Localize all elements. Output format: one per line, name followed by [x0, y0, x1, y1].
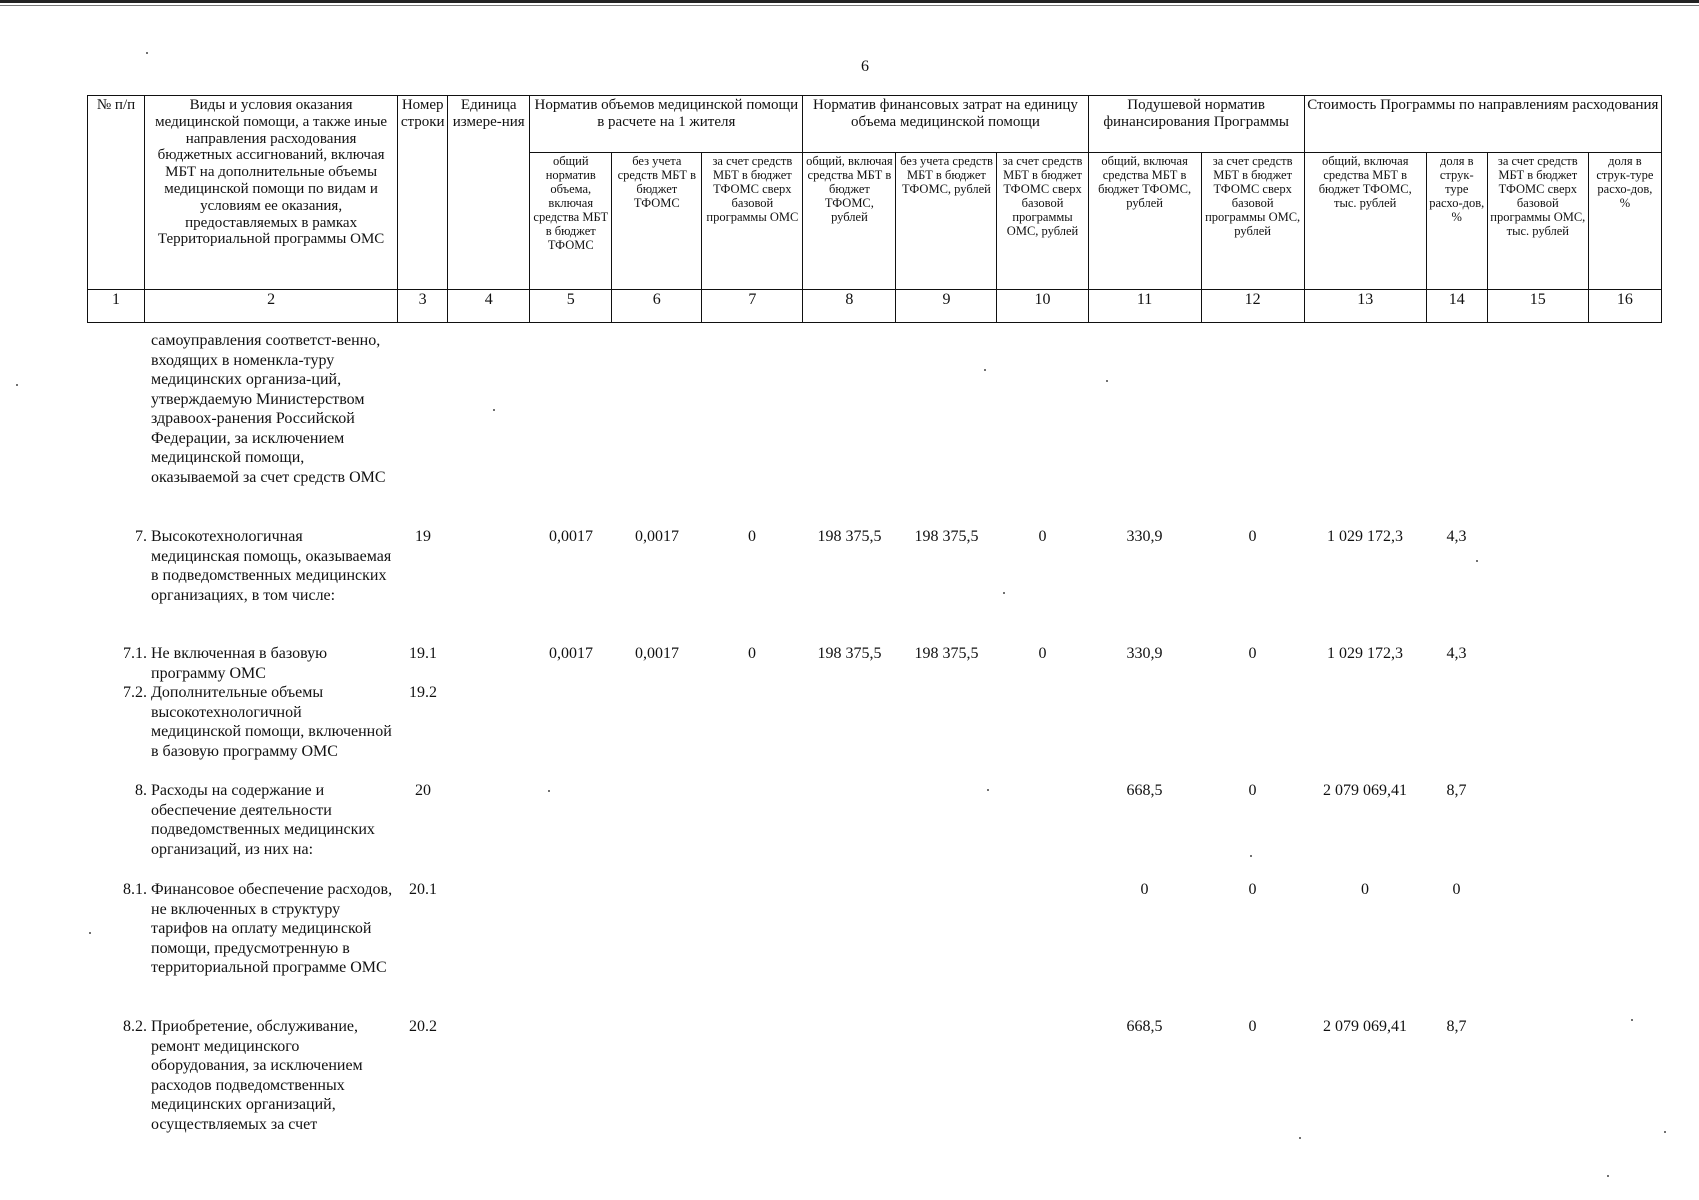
scan-speck: [1003, 592, 1005, 594]
header-c10: за счет средств МБТ в бюджет ТФОМС сверх базовой программы ОМС, рублей: [997, 153, 1088, 290]
cell-c13: 2 079 069,41: [1323, 782, 1407, 799]
cell-c10: 0: [1038, 528, 1047, 545]
column-number: 16: [1588, 290, 1661, 323]
header-num: № п/п: [88, 96, 145, 290]
cell-c13: 1 029 172,3: [1327, 645, 1403, 662]
header-c14: доля в струк-туре расхо-дов, %: [1426, 153, 1487, 290]
cell-c14: 0: [1452, 881, 1461, 898]
header-c16: доля в струк-туре расхо-дов, %: [1588, 153, 1661, 290]
column-number: 4: [448, 290, 530, 323]
header-group-per-capita: Подушевой норматив финансирования Программы: [1088, 96, 1304, 153]
column-number: 7: [702, 290, 803, 323]
row-number: 7.1.: [123, 645, 147, 662]
cell-c7: 0: [748, 645, 756, 662]
cell-c14: 4,3: [1446, 645, 1467, 662]
scan-speck: [987, 789, 989, 791]
scan-speck: [146, 52, 148, 54]
row-description: самоуправления соответст-венно, входящих в номенкла-туру медицинских организа-ций, утверждаемую Министерством здравоох-ранения Российской Федерации, за исключением медицинской помощи, оказываемой за счет средств ОМС: [151, 332, 386, 486]
header-group-cost: Норматив финансовых затрат на единицу объема медицинской помощи: [803, 96, 1088, 153]
scan-speck: [984, 369, 986, 371]
row-line-number: 19.1: [409, 645, 437, 662]
header-c12: за счет средств МБТ в бюджет ТФОМС сверх базовой программы ОМС, рублей: [1201, 153, 1304, 290]
scan-speck: [548, 790, 550, 792]
cell-c13: 2 079 069,41: [1323, 1018, 1407, 1035]
column-number: 11: [1088, 290, 1201, 323]
cell-c11: 668,5: [1126, 782, 1163, 799]
scan-speck: [1476, 560, 1478, 562]
column-number: 3: [398, 290, 448, 323]
scan-speck: [1664, 1131, 1666, 1133]
header-group-program-cost: Стоимость Программы по направлениям расходования: [1304, 96, 1661, 153]
header-c6: без учета средств МБТ в бюджет ТФОМС: [612, 153, 702, 290]
scan-speck: [1607, 1175, 1609, 1177]
scan-speck: [493, 409, 495, 411]
scan-speck: [1631, 1019, 1633, 1021]
scan-speck: [89, 932, 91, 934]
row-description: Дополнительные объемы высокотехнологичной медицинской помощи, включенной в базовую программу ОМС: [151, 684, 392, 760]
column-number: 6: [612, 290, 702, 323]
cell-c12: 0: [1248, 782, 1257, 799]
cell-c14: 8,7: [1446, 1018, 1467, 1035]
cell-c12: 0: [1248, 645, 1257, 662]
header-c11: общий, включая средства МБТ в бюджет ТФОМС, рублей: [1088, 153, 1201, 290]
row-line-number: 19: [415, 528, 431, 545]
column-number: 12: [1201, 290, 1304, 323]
scan-speck: [16, 384, 18, 386]
cell-c6: 0,0017: [635, 528, 679, 545]
row-line-number: 20: [415, 782, 431, 799]
header-c9: без учета средств МБТ в бюджет ТФОМС, рублей: [896, 153, 997, 290]
cell-c5: 0,0017: [549, 645, 593, 662]
header-group-volume: Норматив объемов медицинской помощи в расчете на 1 жителя: [530, 96, 803, 153]
header-c15: за счет средств МБТ в бюджет ТФОМС сверх базовой программы ОМС, тыс. рублей: [1487, 153, 1588, 290]
row-number: 8.1.: [123, 881, 147, 898]
row-description: Приобретение, обслуживание, ремонт медицинского оборудования, за исключением расходов подведомственных медицинских организаций, осуществляемых за счет: [151, 1018, 363, 1133]
cell-c12: 0: [1248, 528, 1257, 545]
cell-c5: 0,0017: [549, 528, 593, 545]
cell-c14: 4,3: [1446, 528, 1467, 545]
scan-border: [0, 0, 1699, 3]
cell-c8: 198 375,5: [817, 645, 882, 662]
header-unit: Единица измере-ния: [448, 96, 530, 290]
row-description: Высокотехнологичная медицинская помощь, оказываемая в подведомственных медицинских организациях, в том числе:: [151, 528, 392, 604]
column-number-row: [88, 290, 1662, 323]
row-description: Не включенная в базовую программу ОМС: [151, 645, 328, 682]
cell-c11: 330,9: [1126, 645, 1163, 662]
row-number: 8.: [135, 782, 147, 799]
scan-speck: [1250, 855, 1252, 857]
row-number: 7.: [135, 528, 147, 545]
cell-c11: 330,9: [1126, 528, 1163, 545]
cell-c12: 0: [1248, 881, 1257, 898]
cell-c6: 0,0017: [635, 645, 679, 662]
scan-speck: [1106, 380, 1108, 382]
row-description: Финансовое обеспечение расходов, не включенных в структуру тарифов на оплату медицинской помощи, предусмотренную в территориальной программе ОМС: [151, 881, 393, 976]
cell-c8: 198 375,5: [817, 528, 882, 545]
scan-speck: [1299, 1137, 1301, 1139]
header-kinds: Виды и условия оказания медицинской помощи, а также иные направления расходования бюджетных ассигнований, включая МБТ на дополнительные объемы медицинской помощи по видам и условиям ее оказания, предоставляемых в рамках Территориальной программы ОМС: [145, 96, 398, 290]
header-line-number: Номер строки: [398, 96, 448, 290]
row-description: Расходы на содержание и обеспечение деятельности подведомственных медицинских организаций, из них на:: [151, 782, 375, 858]
cell-c13: 1 029 172,3: [1327, 528, 1403, 545]
cell-c9: 198 375,5: [914, 528, 979, 545]
cell-c7: 0: [748, 528, 756, 545]
row-line-number: 20.2: [409, 1018, 437, 1035]
cell-c12: 0: [1248, 1018, 1257, 1035]
column-number: 13: [1304, 290, 1426, 323]
column-number: 8: [803, 290, 896, 323]
row-number: 7.2.: [123, 684, 147, 701]
column-number: 15: [1487, 290, 1588, 323]
row-line-number: 19.2: [409, 684, 437, 701]
header-c8: общий, включая средства МБТ в бюджет ТФОМС, рублей: [803, 153, 896, 290]
cell-c13: 0: [1361, 881, 1369, 898]
table-header: [87, 95, 1662, 323]
cell-c9: 198 375,5: [914, 645, 979, 662]
scan-border-line: [0, 5, 1699, 6]
header-c13: общий, включая средства МБТ в бюджет ТФОМС, тыс. рублей: [1304, 153, 1426, 290]
column-number: 2: [145, 290, 398, 323]
header-c7: за счет средств МБТ в бюджет ТФОМС сверх базовой программы ОМС: [702, 153, 803, 290]
column-number: 14: [1426, 290, 1487, 323]
column-number: 5: [530, 290, 612, 323]
cell-c11: 668,5: [1126, 1018, 1163, 1035]
cell-c11: 0: [1140, 881, 1149, 898]
row-line-number: 20.1: [409, 881, 437, 898]
cell-c10: 0: [1038, 645, 1047, 662]
column-number: 10: [997, 290, 1088, 323]
row-number: 8.2.: [123, 1018, 147, 1035]
cell-c14: 8,7: [1446, 782, 1467, 799]
header-c5: общий норматив объема, включая средства МБТ в бюджет ТФОМС: [530, 153, 612, 290]
page-number: 6: [861, 58, 869, 75]
column-number: 1: [88, 290, 145, 323]
column-number: 9: [896, 290, 997, 323]
